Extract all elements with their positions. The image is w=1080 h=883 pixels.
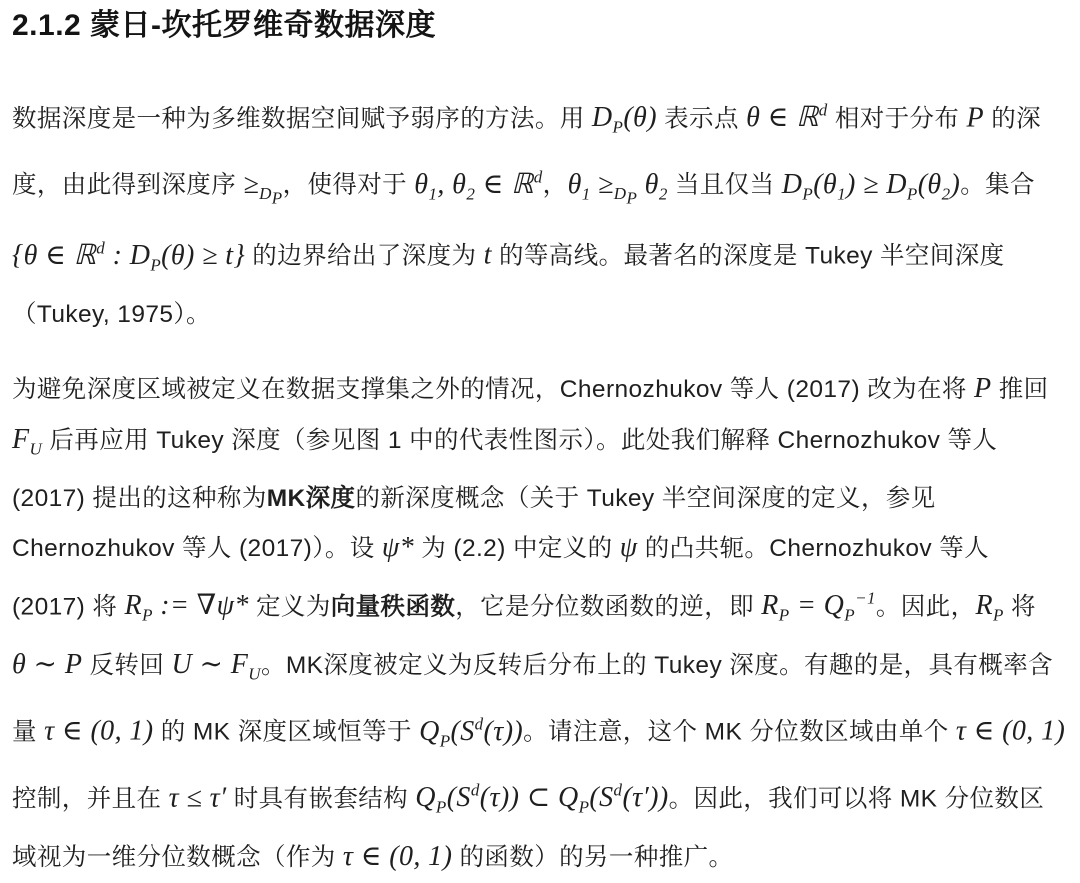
section-heading: 2.1.2 蒙日-坎托罗维奇数据深度 — [12, 9, 437, 42]
paragraph-mk-depth: 为避免深度区域被定义在数据支撑集之外的情况，Chernozhukov 等人 (2017) 改为在将 P 推回 $F_U$ 后再应用 Tukey 深度（参见图 1 中的代表性图示）。此处我们解释 Chernozhukov 等人 (2017) 提出的这种称为MK深度的新深度概念（关于 Tukey 半空间深度的定义，参见 Chernozhukov 等人 (2017)）。设 ψ* 为 (2.2) 中定义的 ψ 的凸共轭。Chernozhukov 等人 (2017) 将 $R_P$ := ∇ψ* 定义为向量秩函数，它是分位数函数的逆，即 $R_P = Q_P^{-1}$。因此，$R_P$ 将 θ ∼ P 反转回 U ∼ $F_U$。MK深度被定义为反转后分布上的 Tukey 深度。有趣的是，具有概率含量 τ ∈ (0, 1) 的 MK 深度区域恒等于 $Q_P(S^d(\tau))$。请注意，这个 MK 分位数区域由单个 τ ∈ (0, 1) 控制，并且在 τ ≤ τ′ 时具有嵌套结构 $Q_P(S^d(\tau))$ ⊂ $Q_P(S^d(\tau'))$。因此，我们可以将 MK 分位数区域视为一维分位数概念（作为 τ ∈ (0, 1) 的函数）的另一种推广。 — [12, 373, 1066, 873]
paragraph-data-depth: 数据深度是一种为多维数据空间赋予弱序的方法。用 $D_P(\theta)$ 表示点 θ ∈ ℝ$^d$ 相对于分布 P 的深度，由此得到深度序 $\ge_{D_P}$，使得对于 $\theta_1$, $\theta_2$ ∈ ℝ$^d$，$\theta_1 \ge_{D_P}$ $\theta_2$ 当且仅当 $D_P(\theta_1) \ge D_P(\theta_2)$。集合 {θ ∈ ℝ$^d$ : $D_P(\theta) \ge t$} 的边界给出了深度为 t 的等高线。最著名的深度是 Tukey 半空间深度（Tukey, 1975）。 — [12, 101, 1042, 328]
